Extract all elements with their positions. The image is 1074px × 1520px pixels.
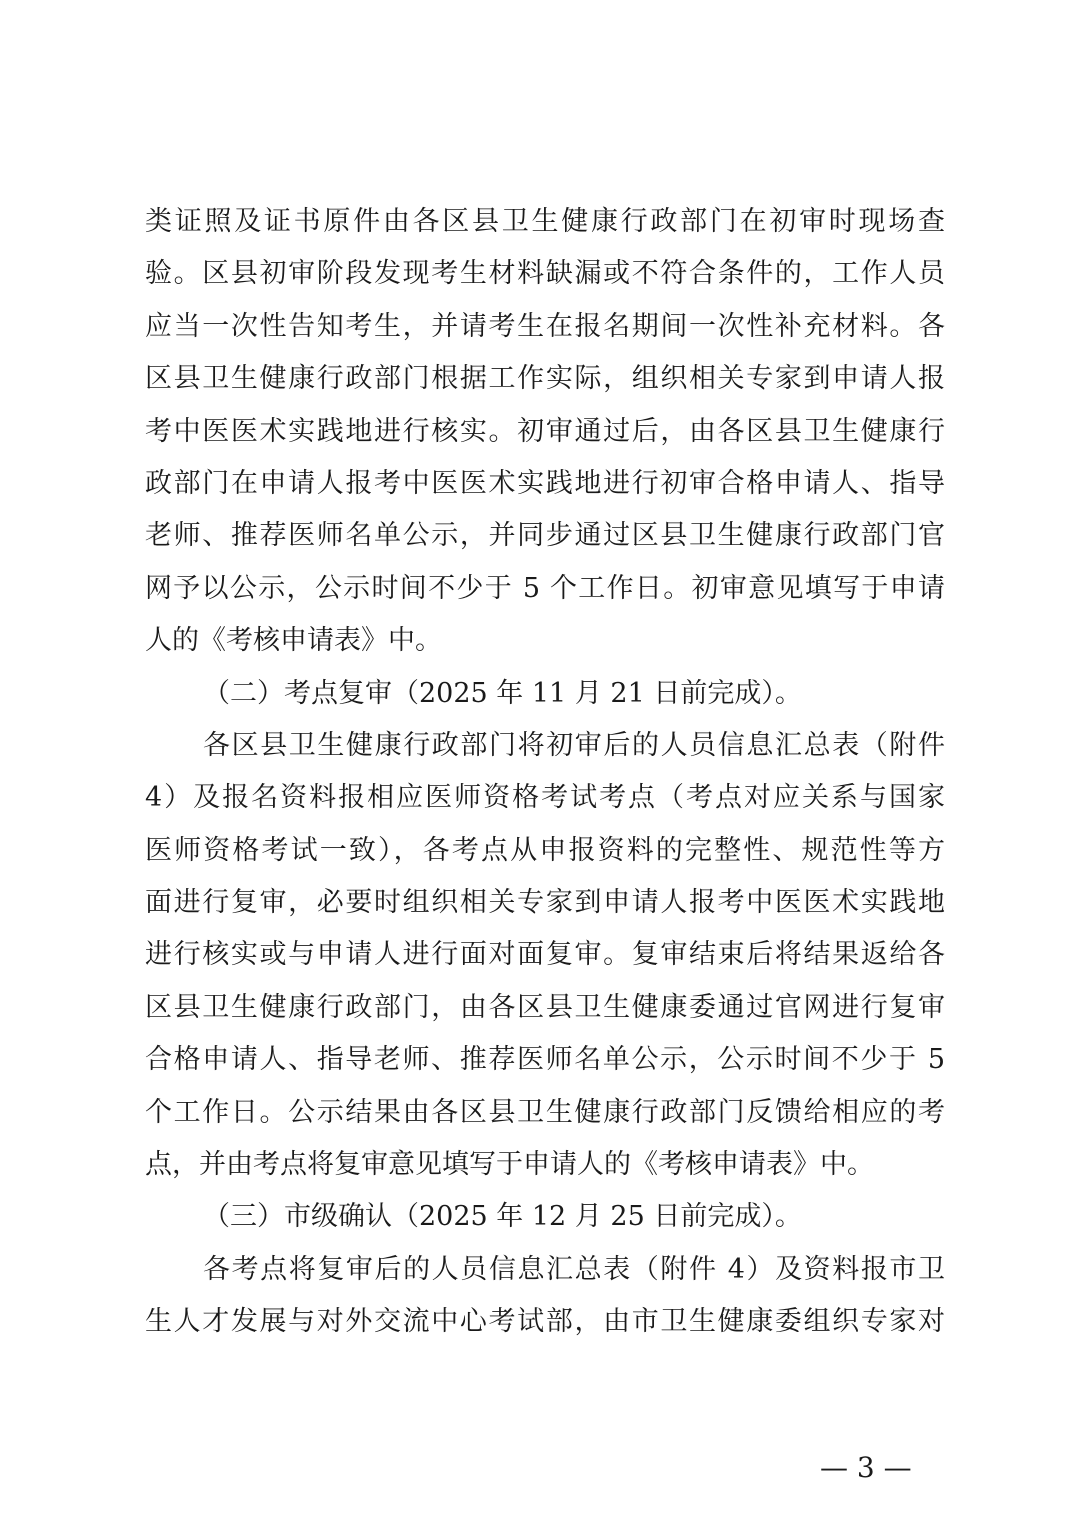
section-heading-review: （二）考点复审（2025 年 11 月 21 日前完成）。 [203, 677, 802, 709]
section-heading-confirmation: （三）市级确认（2025 年 12 月 25 日前完成）。 [203, 1201, 802, 1233]
paragraph-line: 应当一次性告知考生，并请考生在报名期间一次性补充材料。各 [145, 310, 945, 342]
paragraph-line: 个工作日。公示结果由各区县卫生健康行政部门反馈给相应的考 [145, 1096, 945, 1128]
paragraph-line: 类证照及证书原件由各区县卫生健康行政部门在初审时现场查 [145, 206, 945, 237]
document-body [145, 196, 945, 1349]
paragraph-line: 合格申请人、指导老师、推荐医师名单公示，公示时间不少于 5 [145, 1044, 945, 1076]
paragraph-line: 4）及报名资料报相应医师资格考试考点（考点对应关系与国家 [145, 782, 945, 814]
paragraph-line: 各区县卫生健康行政部门将初审后的人员信息汇总表（附件 [203, 729, 945, 761]
paragraph-line: 区县卫生健康行政部门根据工作实际，组织相关专家到申请人报 [145, 363, 945, 395]
paragraph-line: 进行核实或与申请人进行面对面复审。复审结束后将结果返给各 [145, 939, 945, 971]
paragraph-line: 生人才发展与对外交流中心考试部，由市卫生健康委组织专家对 [145, 1306, 945, 1338]
paragraph-line: 政部门在申请人报考中医医术实践地进行初审合格申请人、指导 [145, 467, 945, 499]
paragraph-line: 人的《考核申请表》中。 [145, 625, 442, 657]
paragraph-line: 医师资格考试一致），各考点从申报资料的完整性、规范性等方 [145, 834, 945, 866]
paragraph-line: 验。区县初审阶段发现考生材料缺漏或不符合条件的，工作人员 [145, 258, 945, 290]
paragraph-line: 区县卫生健康行政部门，由各区县卫生健康委通过官网进行复审 [145, 991, 945, 1023]
paragraph-line: 面进行复审，必要时组织相关专家到申请人报考中医医术实践地 [145, 887, 945, 919]
paragraph-line: 考中医医术实践地进行核实。初审通过后，由各区县卫生健康行 [145, 415, 945, 447]
paragraph-line: 各考点将复审后的人员信息汇总表（附件 4）及资料报市卫 [203, 1253, 945, 1285]
page-number: — 3 — [820, 1451, 912, 1484]
paragraph-line: 点，并由考点将复审意见填写于申请人的《考核申请表》中。 [145, 1149, 874, 1181]
paragraph-line: 网予以公示，公示时间不少于 5 个工作日。初审意见填写于申请 [145, 572, 945, 604]
paragraph-line: 老师、推荐医师名单公示，并同步通过区县卫生健康行政部门官 [145, 520, 945, 552]
